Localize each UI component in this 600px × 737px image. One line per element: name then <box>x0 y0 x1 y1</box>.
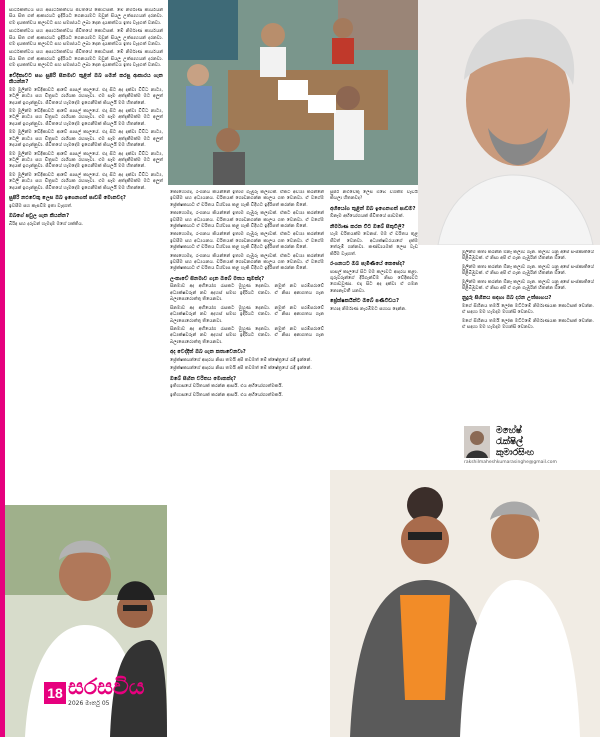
page-number: 18 <box>44 682 66 704</box>
question-heading: ලංකාවේ සිනමාව ගැන ඔබේ මතය කුමක්ද? <box>170 275 265 282</box>
answer-paragraph: සිනමාව අද අභියෝග රැසකට මුහුණ දෙනවා. නමුත් නව පරම්පරාවේ අධ්‍යක්ෂවරුන් නව අදහස් සමඟ ඉදිරියට එනවා. ඒ නිසා අනාගතය ගැන බලාපොරොත්තු තියෙනවා. <box>170 326 324 345</box>
answer-paragraph: සිනමාව අද අභියෝග රැසකට මුහුණ දෙනවා. නමුත් නව පරම්පරාවේ අධ්‍යක්ෂවරුන් නව අදහස් සමඟ ඉදිරියට එනවා. ඒ නිසා අනාගතය ගැන බලාපොරොත්තු තියෙනවා. <box>170 284 324 303</box>
answer-paragraph: හොඳ නිර්මාණ නැරඹීමට සහාය දෙන්න. <box>330 306 407 312</box>
text-column-3b <box>420 250 460 251</box>
answer-paragraph: මම මුලින්ම වේදිකාවට ආවේ පාසල් කාලයේ. එදා සිට අද දක්වා විවිධ නාට්‍ය, ටෙලි නාට්‍ය සහ චිත්‍රපට රාශියක රඟපෑවා. එම සෑම අත්දැකීමක්ම මට අලුත් දෙයක් ඉගැන්නුවා. ජීවිතයේ හැමදේම ඉගෙනීමක් කියලයි මම හිතන්නේ. <box>9 109 163 127</box>
answer-paragraph: මම මුලින්ම වේදිකාවට ආවේ පාසල් කාලයේ. එදා සිට අද දක්වා විවිධ නාට්‍ය, ටෙලි නාට්‍ය සහ චිත්‍රපට රාශියක රඟපෑවා. එම සෑම අත්දැකීමක්ම මට අලුත් දෙයක් ඉගැන්නුවා. ජීවිතයේ හැමදේම ඉගෙනීමක් කියලයි මම හිතන්නේ. <box>9 172 163 191</box>
answer-paragraph: හැම චරිතයක්ම වෙනස්. මම ඒ චරිතය තුළ ජීවත් වෙනවා. අධ්‍යක්ෂවරයාගේ දැක්ම තේරුම් ගන්නවා. කණ්ඩායමක් ලෙස වැඩ කිරීම වැදගත්. <box>330 232 418 257</box>
question-heading: රංගනයට ඔබ පැමිණියේ කෙසේද? <box>330 261 405 268</box>
column-1-intro-cont-2: සාර්ථකත්වය සහ අසාර්ථකත්වය ජීවිතයේ කොටසක්. මේ නිර්මාණ කාර්යයන් සිය සිත ගත් ආකාරයට ඉදිරියට ගෙනයාමට ඔවුන් සියලු උත්සාහයන් දරනවා. එම දායකත්වය කලාවට සහ සමාජයට ලබා දෙන දායකත්වය ඉතා වැදගත් වනවා. <box>9 50 163 69</box>
text-column-1 <box>9 8 163 503</box>
text-column-4 <box>462 250 594 425</box>
answer-paragraph: සිනමාව අද අභියෝග රැසකට මුහුණ දෙනවා. නමුත් නව පරම්පරාවේ අධ්‍යක්ෂවරුන් නව අදහස් සමඟ ඉදිරියට එනවා. ඒ නිසා අනාගතය ගැන බලාපොරොත්තු තියෙනවා. <box>170 305 324 324</box>
answer-paragraph: මම මුලින්ම වේදිකාවට ආවේ පාසල් කාලයේ. එදා සිට අද දක්වා විවිධ නාට්‍ය, ටෙලි නාට්‍ය සහ චිත්‍රපට රාශියක රඟපෑවා. එම සෑම අත්දැකීමක්ම මට අලුත් දෙයක් ඉගැන්නුවා. ජීවිතයේ හැමදේම ඉගෙනීමක් කියලයි මම හිතන්නේ. <box>9 87 163 106</box>
answer-paragraph: මම මුලින්ම වේදිකාවට ආවේ පාසල් කාලයේ. එදා සිට අද දක්වා විවිධ නාට්‍ය, ටෙලි නාට්‍ය සහ චිත්‍රපට රාශියක රඟපෑවා. එම සෑම අත්දැකීමක්ම මට අලුත් දෙයක් ඉගැන්නුවා. ජීවිතයේ හැමදේම ඉගෙනීමක් කියලයි මම හිතන්නේ. <box>9 151 163 170</box>
magazine-name: සරසවිය <box>68 674 145 700</box>
text-column-3 <box>330 190 418 470</box>
column-1-intro: සාර්ථකත්වය සහ අසාර්ථකත්වය ජීවිතයේ කොටසක්. මේ නිර්මාණ කාර්යයන් සිය සිත ගත් ආකාරයට ඉදිරියට ගෙනයාමට ඔවුන් සියලු උත්සාහයන් දරනවා. එම දායකත්වය කලාවට සහ සමාජයට ලබා දෙන දායකත්වය ඉතා වැදගත් වනවා. <box>9 8 163 26</box>
answer-paragraph: කොහොමද, රංගනය කියන්නේ ඉතාම ගැඹුරු කලාවක්. ඒකට අවශ්‍ය කරන්නේ ඉවසීම සහ අධ්‍යයනය. චරිතයක් ගොඩනගන්න කාලය ගත වෙනවා. ඒ වගේම ප්‍රේක්ෂකයාට ඒ චරිතය විශ්වාස කළ හැකි විදිහට ඉදිරිපත් කරන්න ඕනේ. <box>170 253 324 272</box>
question-heading: වේදිකාවට සහ සුපිරි සිනමාව තුළින් ඔබ ගමන් කරපු ආකාරය ගැන කියන්න? <box>9 72 163 86</box>
answer-paragraph: ප්‍රේක්ෂකයන්ගේ ආදරය නිසා තමයි අපි තවමත් මේ ක්ෂේත්‍රයේ රැඳී ඉන්නේ. <box>170 366 312 372</box>
question-heading: අභියෝග තුළින් ඔබ ඉගෙනගත් පාඩම? <box>330 205 416 212</box>
answer-paragraph: මගේ සිහිනය තමයි ලෝක මට්ටමේ නිර්මාණයක කොටසක් වෙන්න. ඒ සඳහා මම හැමදාම මහන්සි වෙනවා. <box>462 304 594 316</box>
answer-paragraph: ඕනෑම අභියෝගයක් ජීවිතයේ පාඩමක්. <box>330 214 404 220</box>
answer-paragraph: කොහොමද, රංගනය කියන්නේ ඉතාම ගැඹුරු කලාවක්. ඒකට අවශ්‍ය කරන්නේ ඉවසීම සහ අධ්‍යයනය. චරිතයක් ගොඩනගන්න කාලය ගත වෙනවා. ඒ වගේම ප්‍රේක්ෂකයාට ඒ චරිතය විශ්වාස කළ හැකි විදිහට ඉදිරිපත් කරන්න ඕනේ. <box>170 190 324 208</box>
author-byline <box>464 426 592 466</box>
question-heading: අද වෙද්දිත් ඔබ ගැන කතාවෙනවා? <box>170 349 246 356</box>
answer-paragraph: ඉවසීම සහ කැපවීම ඉතා වැදගත්. <box>9 203 73 209</box>
column-1-intro-cont: සාර්ථකත්වය සහ අසාර්ථකත්වය ජීවිතයේ කොටසක්. මේ නිර්මාණ කාර්යයන් සිය සිත ගත් ආකාරයට ඉදිරියට ගෙනයාමට ඔවුන් සියලු උත්සාහයන් දරනවා. එම දායකත්වය කලාවට සහ සමාජයට ලබා දෙන දායකත්වය ඉතා වැදගත් වනවා. <box>9 29 163 48</box>
answer-paragraph: බිරිඳ සහ දරුවන් හැමදාම මගේ ශක්තිය. <box>9 221 84 227</box>
answer-paragraph: මම මුලින්ම වේදිකාවට ආවේ පාසල් කාලයේ. එදා සිට අද දක්වා විවිධ නාට්‍ය, ටෙලි නාට්‍ය සහ චිත්‍රපට රාශියක රඟපෑවා. එම සෑම අත්දැකීමක්ම මට අලුත් දෙයක් ඉගැන්නුවා. ජීවිතයේ හැමදේම ඉගෙනීමක් කියලයි මම හිතන්නේ. <box>9 130 163 149</box>
issue-date: 2026 මාර්තු 05 <box>68 700 110 707</box>
answer-paragraph: පාසල් කාලයේ සිට මම කලාවට ආදරය කළා. ගුරුවරුන්ගේ දිරිගැන්වීම නිසා වේදිකාවට ගොඩවුණා. එදා සිට අද දක්වා ඒ ගමන නොනැවතී යනවා. <box>330 269 418 294</box>
answer-paragraph: සුපිරි නළුවෙකු ලෙස ඔබේ වගකීම වැඩියි කියලා හිතනවද? <box>330 190 418 202</box>
portrait-photo <box>418 0 600 245</box>
author-thumbnail <box>464 426 490 458</box>
answer-paragraph: ප්‍රේක්ෂකයන්ගේ ආදරය නිසා තමයි අපි තවමත් මේ ක්ෂේත්‍රයේ රැඳී ඉන්නේ. <box>170 357 312 363</box>
question-heading: ඔබගේ පවුල ගැන කියන්න? <box>9 212 70 219</box>
couple-photo-right <box>330 470 600 737</box>
answer-paragraph: මුලින්ම කතා කරන්න ඕනෑ කලාව ගැන. කලාව යනු අපේ සංස්කෘතියේ පිළිබිඹුවක්. ඒ නිසා අපි ඒ ගැන ගැඹුරින් හිතන්න ඕනේ. <box>462 279 594 292</box>
answer-paragraph: ඉතිහාසයේ චරිතයක් කරන්න ආසයි. එය අභියෝගාත්මකයි. <box>170 392 283 398</box>
question-heading: ඔබේ සිහින චරිතය මොකක්ද? <box>170 375 237 382</box>
answer-paragraph: කොහොමද, රංගනය කියන්නේ ඉතාම ගැඹුරු කලාවක්. ඒකට අවශ්‍ය කරන්නේ ඉවසීම සහ අධ්‍යයනය. චරිතයක් ගොඩනගන්න කාලය ගත වෙනවා. ඒ වගේම ප්‍රේක්ෂකයාට ඒ චරිතය විශ්වාස කළ හැකි විදිහට ඉදිරිපත් කරන්න ඕනේ. <box>170 232 324 251</box>
question-heading: නිර්මාණ කරන විට ඔබේ සිතුවිලි? <box>330 223 405 230</box>
group-photo <box>168 0 418 185</box>
question-heading: ප්‍රේක්ෂකයින්ට ඔබේ පණිවිඩය? <box>330 298 400 305</box>
text-column-2 <box>170 190 324 735</box>
answer-paragraph: මගේ සිහිනය තමයි ලෝක මට්ටමේ නිර්මාණයක කොටසක් වෙන්න. ඒ සඳහා මම හැමදාම මහන්සි වෙනවා. <box>462 318 594 331</box>
question-heading: සුපිරි නළුවෙකු ලෙස ඔබ ඉගෙනගත් පාඩම් මොනවද? <box>9 194 126 201</box>
answer-paragraph: මුලින්ම කතා කරන්න ඕනෑ කලාව ගැන. කලාව යනු අපේ සංස්කෘතියේ පිළිබිඹුවක්. ඒ නිසා අපි ඒ ගැන ගැඹුරින් හිතන්න ඕනේ. <box>462 250 594 262</box>
answer-paragraph: ඉතිහාසයේ චරිතයක් කරන්න ආසයි. එය අභියෝගාත්මකයි. <box>170 384 283 390</box>
author-name: මහේෂ් රැක්ෂිල් කුමාරසිංහ <box>496 426 535 458</box>
question-heading: නුදුරු සිහිනය සඳහා ඔබ දරන උත්සාහය? <box>462 295 552 302</box>
author-email: rakshilmaheshkumarasinghe@gmail.com <box>464 460 557 465</box>
answer-paragraph: මුලින්ම කතා කරන්න ඕනෑ කලාව ගැන. කලාව යනු අපේ සංස්කෘතියේ පිළිබිඹුවක්. ඒ නිසා අපි ඒ ගැන ගැඹුරින් හිතන්න ඕනේ. <box>462 264 594 277</box>
answer-paragraph: කොහොමද, රංගනය කියන්නේ ඉතාම ගැඹුරු කලාවක්. ඒකට අවශ්‍ය කරන්නේ ඉවසීම සහ අධ්‍යයනය. චරිතයක් ගොඩනගන්න කාලය ගත වෙනවා. ඒ වගේම ප්‍රේක්ෂකයාට ඒ චරිතය විශ්වාස කළ හැකි විදිහට ඉදිරිපත් කරන්න ඕනේ. <box>170 211 324 230</box>
